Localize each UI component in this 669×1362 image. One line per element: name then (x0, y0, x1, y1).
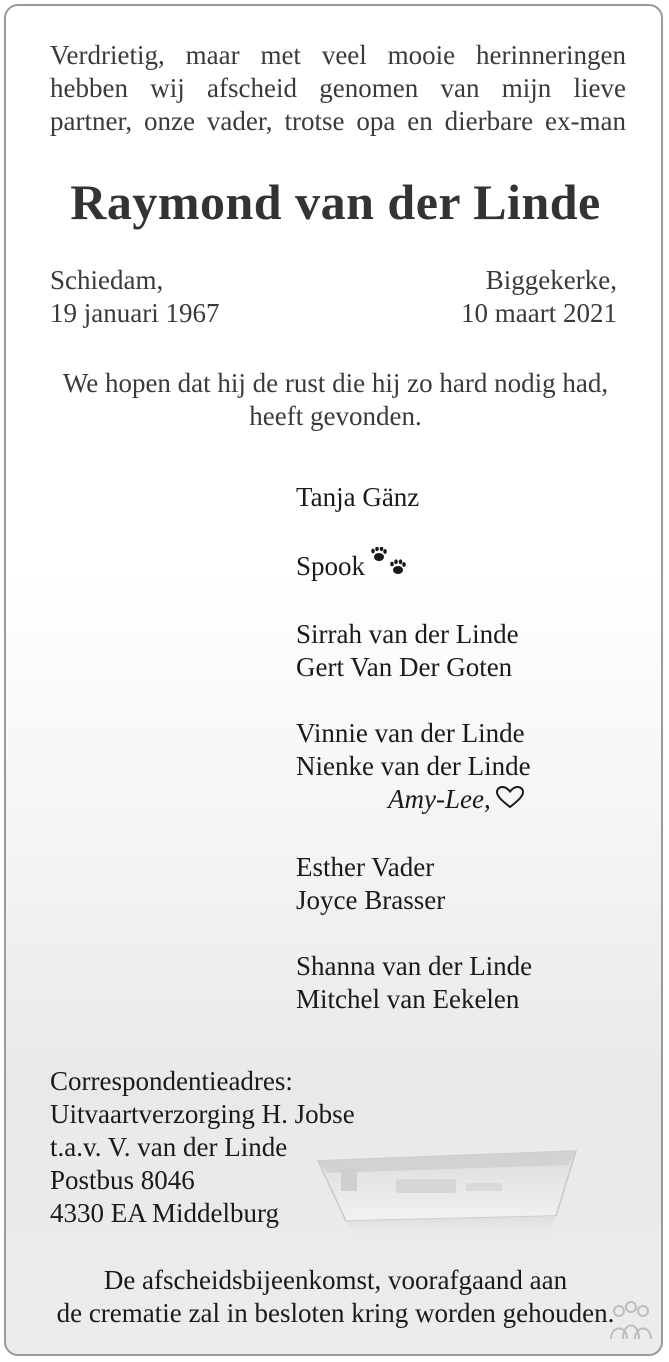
closing-line: de crematie zal in besloten kring worden gehouden. (56, 1298, 615, 1328)
family-member: Shanna van der Linde (296, 951, 533, 981)
wish-line: We hopen dat hij de rust die hij zo hard nodig had, (62, 368, 609, 398)
intro-line: partner, onze vader, trotse opa en dierbare ex-man (50, 106, 626, 136)
wish-line: heeft gevonden. (249, 401, 422, 431)
family-member: Gert Van Der Goten (296, 652, 513, 682)
paw-prints-icon (369, 547, 409, 585)
birth-place: Schiedam, (50, 265, 164, 295)
family-group (296, 547, 532, 585)
family-group (296, 950, 532, 1016)
family-member: Vinnie van der Linde (296, 718, 525, 748)
family-group (296, 481, 532, 514)
birth-date: 19 januari 1967 (50, 298, 220, 328)
pet-name: Spook (296, 551, 366, 581)
closing-line: De afscheidsbijeenkomst, voorafgaand aan (103, 1265, 568, 1295)
death-info (461, 264, 617, 330)
address-line: 4330 EA Middelburg (50, 1198, 279, 1228)
family-group (296, 851, 532, 917)
family-member: Esther Vader (296, 852, 435, 882)
family-list (296, 481, 532, 1049)
family-member: Joyce Brasser (296, 885, 446, 915)
death-date: 10 maart 2021 (461, 298, 617, 328)
family-member: Tanja Gänz (296, 482, 420, 512)
intro-line: Verdrietig, maar met veel mooie herinneringen (50, 40, 626, 70)
deceased-name: Raymond van der Linde (70, 174, 601, 230)
family-member (296, 547, 532, 585)
birth-info (50, 264, 219, 330)
address-label: Correspondentieadres: (50, 1066, 293, 1096)
address-line: Postbus 8046 (50, 1165, 195, 1195)
wish-text (6, 367, 663, 433)
address-line: Uitvaartverzorging H. Jobse (50, 1099, 355, 1129)
intro-line: hebben wij afscheid genomen van mijn lieve (50, 73, 626, 103)
grandchild-line (296, 783, 532, 818)
address-line: t.a.v. V. van der Linde (50, 1132, 288, 1162)
family-member: Nienke van der Linde (296, 751, 531, 781)
family-group (296, 618, 532, 684)
grandchild-name: Amy-Lee, (388, 784, 491, 814)
family-member: Sirrah van der Linde (296, 619, 519, 649)
closing-text (6, 1264, 663, 1330)
correspondence-address (50, 1065, 355, 1230)
death-place: Biggekerke, (485, 265, 617, 295)
memorial-logo-icon (607, 1299, 655, 1348)
intro-text (50, 39, 626, 138)
family-member: Mitchel van Eekelen (296, 984, 520, 1014)
obituary-card (4, 4, 663, 1356)
heart-outline-icon (495, 785, 525, 818)
family-group (296, 717, 532, 818)
